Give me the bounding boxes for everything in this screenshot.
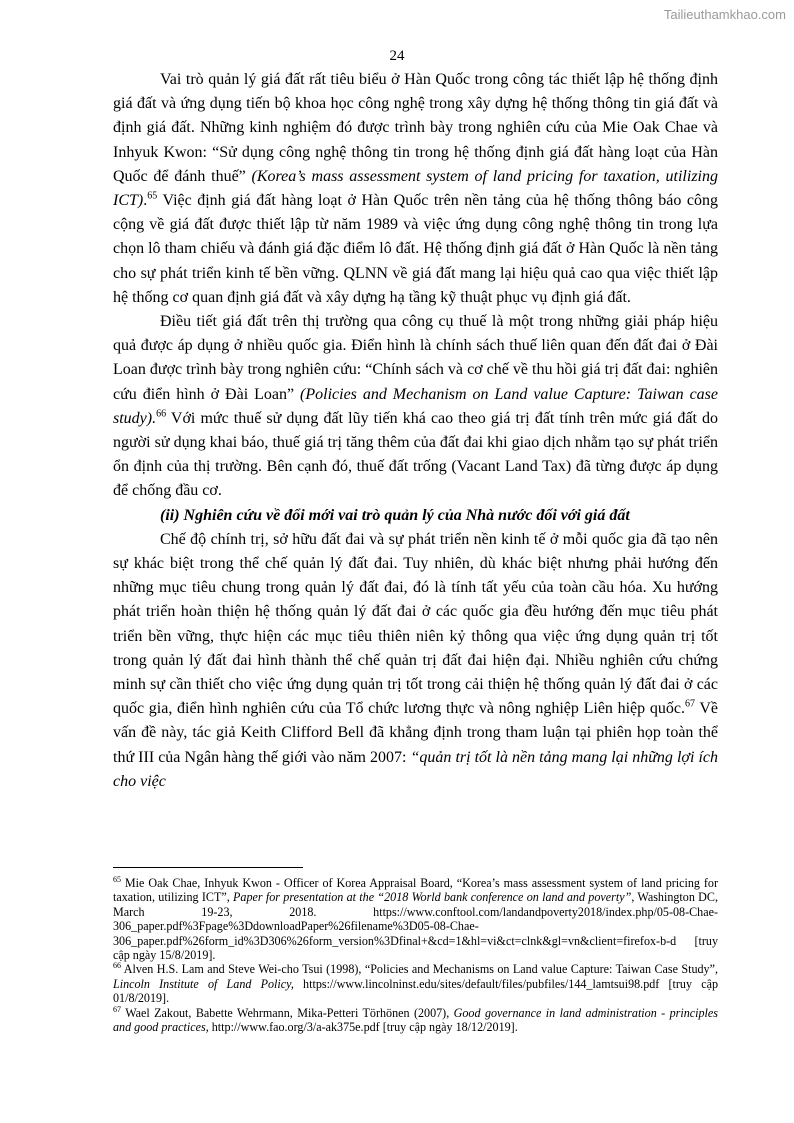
section-heading: (ii) Nghiên cứu về đổi mới vai trò quản lý của Nhà nước đối với giá đất	[160, 506, 630, 524]
watermark: Tailieuthamkhao.com	[663, 7, 786, 22]
italic-title: Paper for presentation at the “2018 World bank conference on land and poverty”	[233, 890, 632, 905]
footnotes	[113, 876, 718, 1034]
footnote-divider	[113, 867, 303, 868]
text-run: Wael Zakout, Babette Wehrmann, Mika-Petteri Törhönen (2007),	[121, 1005, 454, 1020]
text-run: , Washington DC, March 19-23, 2018. https://www.conftool.com/landandpoverty2018/index.php/05-08-Chae-306_paper.pdf%3Fpage%3DdownloadPaper%26filename%3D05-08-Chae-306_paper.pdf%26form_id%3D306%26form_version%3Dfinal+&cd=1&hl=vi&ct=clnk&gl=vn&client=firefox-b-d [truy cập ngày 15/8/2019].	[113, 890, 719, 963]
paragraph-governance	[113, 528, 718, 794]
italic-title: (Korea’s mass assessment system of land pricing for taxation, utilizing ICT)	[113, 167, 718, 210]
text-run: https://www.lincolninst.edu/sites/default/files/pubfiles/144_lamtsui98.pdf [truy cập 01/8/2019].	[113, 976, 718, 1006]
text-run: Chế độ chính trị, sở hữu đất đai và sự phát triển nền kinh tế ở mỗi quốc gia đã tạo nên sự khác biệt trong thể chế quản lý đất đai. Tuy nhiên, dù khác biệt nhưng phải hướng đến những mục tiêu chung trong quản lý đất đai, đó là tính tất yếu của toàn cầu hóa. Xu hướng phát triển hoàn thiện hệ thống quản lý đất đai ở các quốc gia đều hướng đến mục tiêu phát triển bền vững, thực hiện các mục tiêu thiên niên kỷ thông qua việc ứng dụng quản trị tốt trong quản lý đất đai hình thành thể chế quản trị đất đai hiện đại. Nhiều nghiên cứu chứng minh sự cần thiết cho việc ứng dụng quản trị tốt trong cải thiện hệ thống quản lý đất đai ở các quốc gia, điển hình nghiên cứu của Tổ chức lương thực và nông nghiệp Liên hiệp quốc.	[113, 530, 718, 718]
italic-title: (Policies and Mechanism on Land value Capture: Taiwan case study).	[113, 385, 718, 427]
footnote-number: 67	[113, 1004, 121, 1014]
footnote-66	[113, 962, 718, 1005]
text-run: Alven H.S. Lam and Steve Wei-cho Tsui (1998), “Policies and Mechanisms on Land value Capture: Taiwan Case Study”,	[121, 962, 718, 977]
text-run: Với mức thuế sử dụng đất lũy tiến khá cao theo giá trị đất tính trên mức giá đất do người sử dụng khai báo, thuế giá trị tăng thêm của đất đai khi giao dịch nhằm tạo sự phát triển ổn định của thị trường. Bên cạnh đó, thuế đất trống (Vacant Land Tax) đã từng được áp dụng để chống đầu cơ.	[113, 409, 718, 500]
paragraph-korea	[113, 68, 718, 310]
page-number: 24	[389, 48, 405, 64]
footnote-ref-66[interactable]: 66	[156, 408, 167, 420]
italic-title: Lincoln Institute of Land Policy,	[113, 976, 294, 991]
text-run: http://www.fao.org/3/a-ak375e.pdf [truy cập ngày 18/12/2019].	[208, 1020, 518, 1035]
text-run: Vai trò quản lý giá đất rất tiêu biểu ở Hàn Quốc trong công tác thiết lập hệ thống định giá đất và ứng dụng tiến bộ khoa học công nghệ trong xây dựng hệ thống thông tin giá đất và định giá đất. Những kinh nghiệm đó được trình bày trong nghiên cứu của Mie Oak Chae và Inhyuk Kwon: “Sử dụng công nghệ thông tin trong hệ thống định giá đất hàng loạt của Hàn Quốc để đánh thuế”	[113, 71, 718, 185]
footnote-ref-65[interactable]: 65	[147, 190, 158, 202]
text-run: Điều tiết giá đất trên thị trường qua công cụ thuế là một trong những giải pháp hiệu quả được áp dụng ở nhiều quốc gia. Điển hình là chính sách thuế liên quan đến đất đai ở Đài Loan được trình bày trong nghiên cứu: “Chính sách và cơ chế về thu hồi giá trị đất đai: nghiên cứu điển hình ở Đài Loan”	[113, 313, 718, 403]
text-run: Về vấn đề này, tác giả Keith Clifford Bell đã khẳng định trong tham luận tại phiên họp toàn thể thứ III của Ngân hàng thế giới vào năm 2007:	[113, 700, 718, 766]
footnote-ref-67[interactable]: 67	[684, 698, 695, 710]
footnote-number: 65	[113, 874, 121, 884]
footnote-65	[113, 876, 718, 962]
footnote-67	[113, 1006, 718, 1035]
italic-title: Good governance in land administration - principles and good practices,	[113, 1005, 718, 1035]
body-text	[113, 68, 718, 794]
text-run: Việc định giá đất hàng loạt ở Hàn Quốc trên nền tảng của hệ thống thông báo công cộng về giá đất được thiết lập từ năm 1989 và việc ứng dụng công nghệ thông tin trong lựa chọn lô tham chiếu và đánh giá đặc điểm lô đất. Hệ thống định giá đất ở Hàn Quốc là nền tảng cho sự phát triển kinh tế bền vững. QLNN về giá đất mang lại hiệu quả cao qua việc thiết lập hệ thống cơ quan định giá đất và xây dựng hạ tầng kỹ thuật phục vụ định giá đất.	[113, 192, 718, 306]
text-run: .	[143, 192, 148, 210]
footnote-number: 66	[113, 961, 121, 971]
text-run: Mie Oak Chae, Inhyuk Kwon - Officer of Korea Appraisal Board, “Korea’s mass assessment system of land pricing for taxation, utilizing ICT”,	[113, 876, 718, 905]
italic-quote: “quản trị tốt là nền tảng mang lại những lợi ích cho việc	[113, 748, 718, 790]
paragraph-taiwan	[113, 310, 718, 504]
